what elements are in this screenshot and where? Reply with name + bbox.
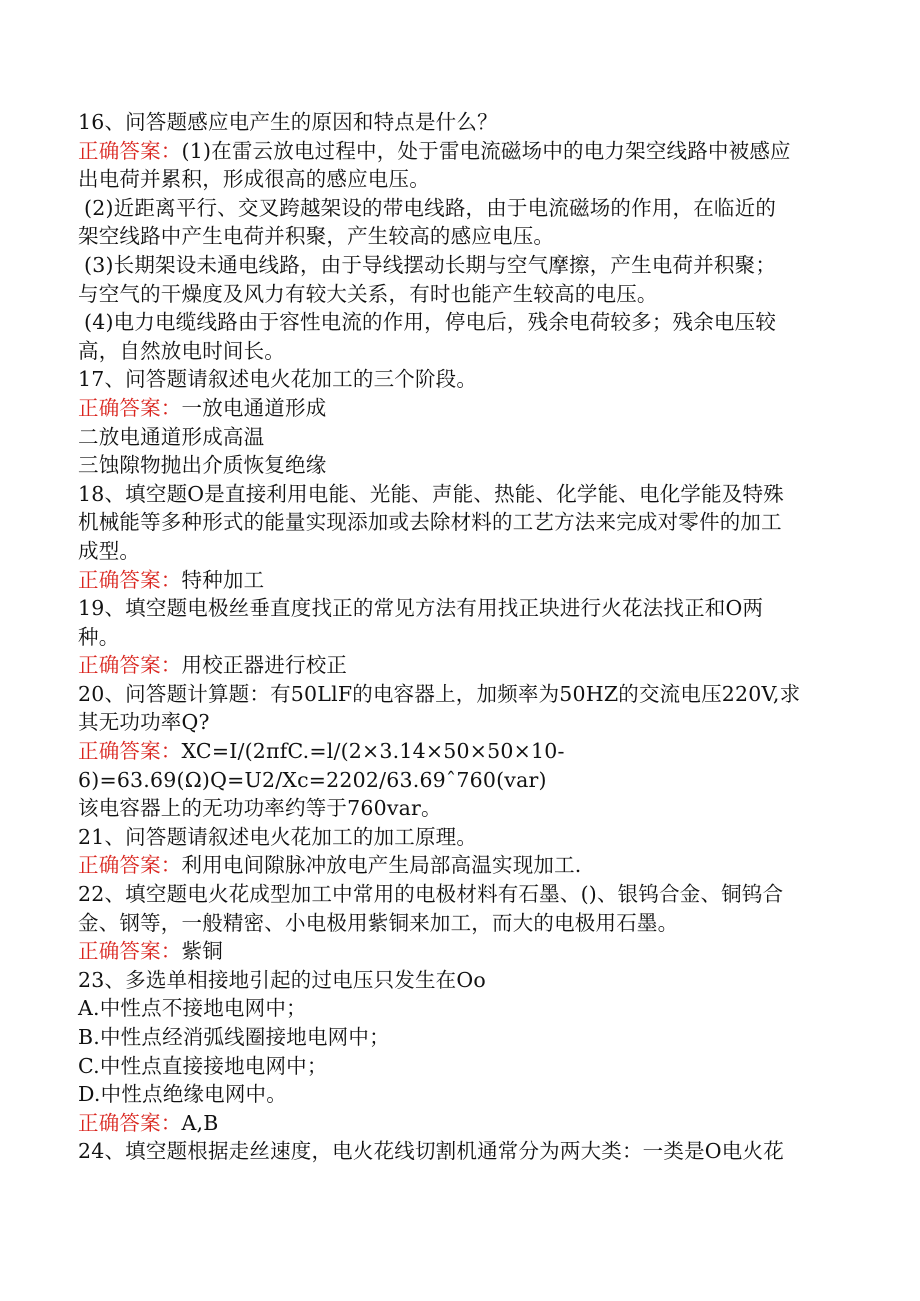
line-text: 22、填空题电火花成型加工中常用的电极材料有石墨、()、银钨合金、铜钨合 xyxy=(78,882,784,907)
answer-label: 正确答案： xyxy=(78,739,182,764)
question-line xyxy=(78,480,838,509)
text-line xyxy=(78,194,838,223)
line-text: 16、问答题感应电产生的原因和特点是什么？ xyxy=(78,110,498,134)
text-line xyxy=(78,794,838,823)
line-text: A,B xyxy=(181,1110,219,1135)
answer-line xyxy=(78,937,838,966)
line-text: 利用电间隙脉冲放电产生局部高温实现加工. xyxy=(181,853,582,878)
line-text: 三蚀隙物抛出介质恢复绝缘 xyxy=(78,453,327,478)
line-text: 种。 xyxy=(78,624,120,649)
line-text: 紫铜 xyxy=(181,939,223,964)
line-text: 其无功功率Q? xyxy=(78,710,210,735)
text-line xyxy=(78,337,838,366)
line-text: 与空气的干燥度及风力有较大关系，有时也能产生较高的电压。 xyxy=(78,281,658,306)
answer-label: 正确答案： xyxy=(78,138,182,163)
answer-line xyxy=(78,1109,838,1138)
answer-line xyxy=(78,137,838,166)
line-text: 该电容器上的无功功率约等于760var。 xyxy=(78,796,442,821)
line-text: 出电荷并累积，形成很高的感应电压。 xyxy=(78,167,430,192)
text-line xyxy=(78,708,838,737)
line-text: 24、填空题根据走丝速度，电火花线切割机通常分为两大类：一类是O电火花 xyxy=(78,1139,784,1164)
line-text: 二放电通道形成高温 xyxy=(78,424,265,449)
line-text: B.中性点经消弧线圈接地电网中； xyxy=(78,1025,390,1049)
line-text: (3)长期架设未通电线路，由于导线摆动长期与空气摩擦，产生电荷并积聚； xyxy=(84,252,777,277)
answer-label: 正确答案： xyxy=(78,1110,182,1135)
answer-line xyxy=(78,651,838,680)
question-line xyxy=(78,365,838,394)
answer-label: 正确答案： xyxy=(78,567,182,592)
text-line xyxy=(78,766,838,795)
line-text: 18、填空题O是直接利用电能、光能、声能、热能、化学能、电化学能及特殊 xyxy=(78,481,784,506)
line-text: 20、问答题计算题：有50LlF的电容器上，加频率为50HZ的交流电压220V,求 xyxy=(78,681,801,706)
line-text: 成型。 xyxy=(78,538,141,563)
line-text: 21、问答题请叙述电火花加工的加工原理。 xyxy=(78,824,478,849)
question-line xyxy=(78,880,838,909)
line-text: 高，自然放电时间长。 xyxy=(78,338,285,363)
answer-line xyxy=(78,566,838,595)
document-page xyxy=(78,108,838,1166)
line-text: (4)电力电缆线路由于容性电流的作用，停电后，残余电荷较多；残余电压较 xyxy=(84,310,777,335)
line-text: 金、钢等，一般精密、小电极用紫铜来加工，而大的电极用石墨。 xyxy=(78,910,679,935)
text-line xyxy=(78,537,838,566)
line-text: D.中性点绝缘电网中。 xyxy=(78,1082,287,1107)
line-text: C.中性点直接接地电网中； xyxy=(78,1053,328,1078)
answer-label: 正确答案： xyxy=(78,939,182,964)
line-text: (2)近距离平行、交叉跨越架设的带电线路，由于电流磁场的作用，在临近的 xyxy=(84,195,777,220)
line-text: 一放电通道形成 xyxy=(181,395,327,420)
line-text: 特种加工 xyxy=(181,567,265,592)
text-line xyxy=(78,1080,838,1109)
text-line xyxy=(78,909,838,938)
line-text: XC=I/(2πfC.=l/(2×3.14×50×50×10- xyxy=(181,739,565,764)
text-line xyxy=(78,623,838,652)
answer-line xyxy=(78,851,838,880)
answer-label: 正确答案： xyxy=(78,395,182,420)
line-text: 17、问答题请叙述电火花加工的三个阶段。 xyxy=(78,367,478,392)
line-text: 架空线路中产生电荷并积聚，产生较高的感应电压。 xyxy=(78,224,555,249)
question-line xyxy=(78,1137,838,1166)
text-line xyxy=(78,308,838,337)
text-line xyxy=(78,1023,838,1052)
question-line xyxy=(78,966,838,995)
answer-line xyxy=(78,737,838,766)
answer-label: 正确答案： xyxy=(78,653,182,678)
line-text: 19、填空题电极丝垂直度找正的常见方法有用找正块进行火花法找正和O两 xyxy=(78,596,764,621)
line-text: 用校正器进行校正 xyxy=(181,653,348,678)
question-line xyxy=(78,680,838,709)
text-line xyxy=(78,1052,838,1081)
text-line xyxy=(78,994,838,1023)
text-line xyxy=(78,222,838,251)
line-text: 23、多选单相接地引起的过电压只发生在Oo xyxy=(78,967,486,992)
text-line xyxy=(78,451,838,480)
line-text: (1)在雷云放电过程中，处于雷电流磁场中的电力架空线路中被感应 xyxy=(181,138,791,163)
text-line xyxy=(78,165,838,194)
text-line xyxy=(78,251,838,280)
question-line xyxy=(78,823,838,852)
text-line xyxy=(78,280,838,309)
answer-label: 正确答案： xyxy=(78,853,182,878)
line-text: 机械能等多种形式的能量实现添加或去除材料的工艺方法来完成对零件的加工 xyxy=(78,510,782,535)
text-line xyxy=(78,508,838,537)
line-text: A.中性点不接地电网中； xyxy=(78,996,307,1021)
answer-line xyxy=(78,394,838,423)
question-line xyxy=(78,108,838,137)
question-line xyxy=(78,594,838,623)
text-line xyxy=(78,423,838,452)
line-text: 6)=63.69(Ω)Q=U2/Xc=2202/63.69ˆ760(var) xyxy=(78,767,547,792)
